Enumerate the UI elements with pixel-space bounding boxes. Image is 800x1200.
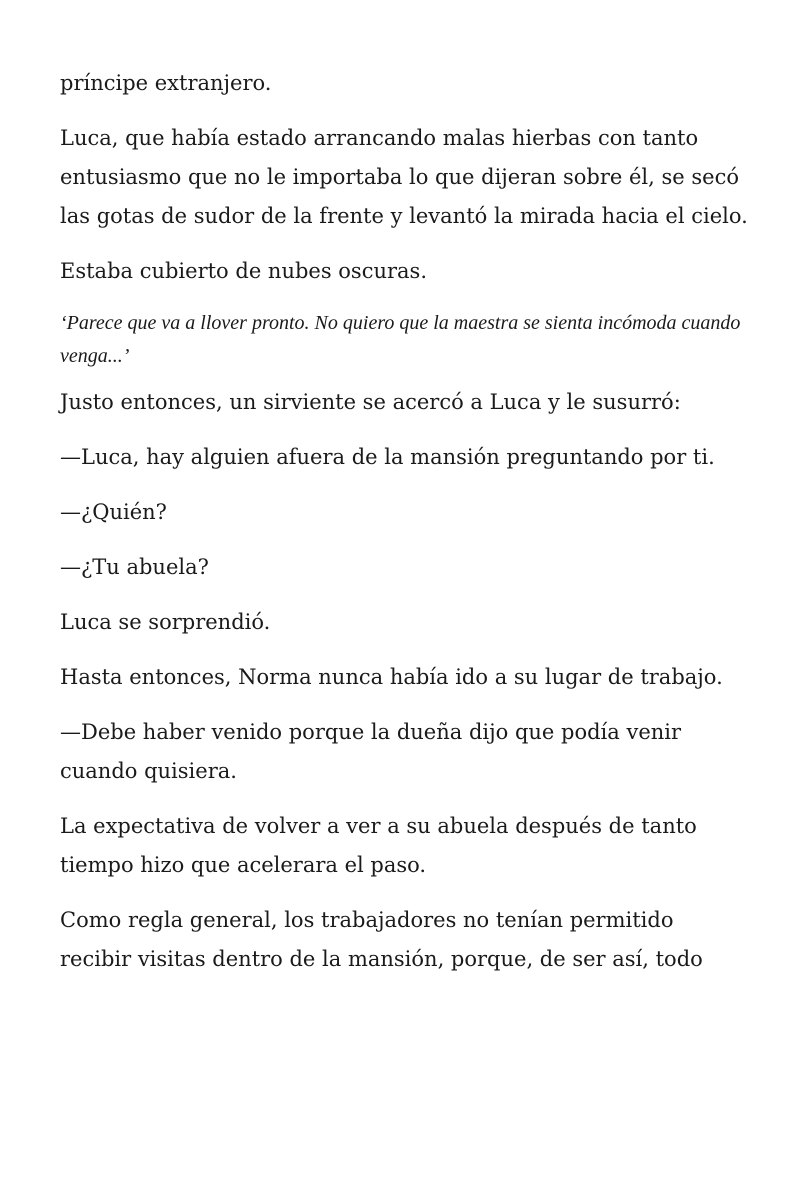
paragraph: La expectativa de volver a ver a su abuela después de tanto tiempo hizo que acelerara el paso. [60, 814, 697, 877]
paragraph: Justo entonces, un sirviente se acercó a Luca y le susurró: [60, 390, 681, 414]
paragraph: Estaba cubierto de nubes oscuras. [60, 259, 428, 283]
paragraph: Luca, que había estado arrancando malas hierbas con tanto entusiasmo que no le importaba lo que dijeran sobre él, se secó las gotas de sudor de la frente y levantó la mirada hacia el cielo. [60, 126, 748, 228]
document-page [60, 64, 750, 995]
italic-thought-paragraph: ‘Parece que va a llover pronto. No quiero que la maestra se sienta incómoda cuando venga...’ [60, 312, 741, 367]
paragraph: Hasta entonces, Norma nunca había ido a su lugar de trabajo. [60, 665, 723, 689]
dialogue-paragraph: —Debe haber venido porque la dueña dijo que podía venir cuando quisiera. [60, 720, 682, 783]
paragraph: Luca se sorprendió. [60, 610, 271, 634]
paragraph: Como regla general, los trabajadores no tenían permitido recibir visitas dentro de la mansión, porque, de ser así, todo [60, 908, 703, 971]
dialogue-paragraph: —¿Quién? [60, 500, 167, 524]
paragraph: príncipe extranjero. [60, 71, 272, 95]
dialogue-paragraph: —Luca, hay alguien afuera de la mansión preguntando por ti. [60, 445, 715, 469]
dialogue-paragraph: —¿Tu abuela? [60, 555, 209, 579]
